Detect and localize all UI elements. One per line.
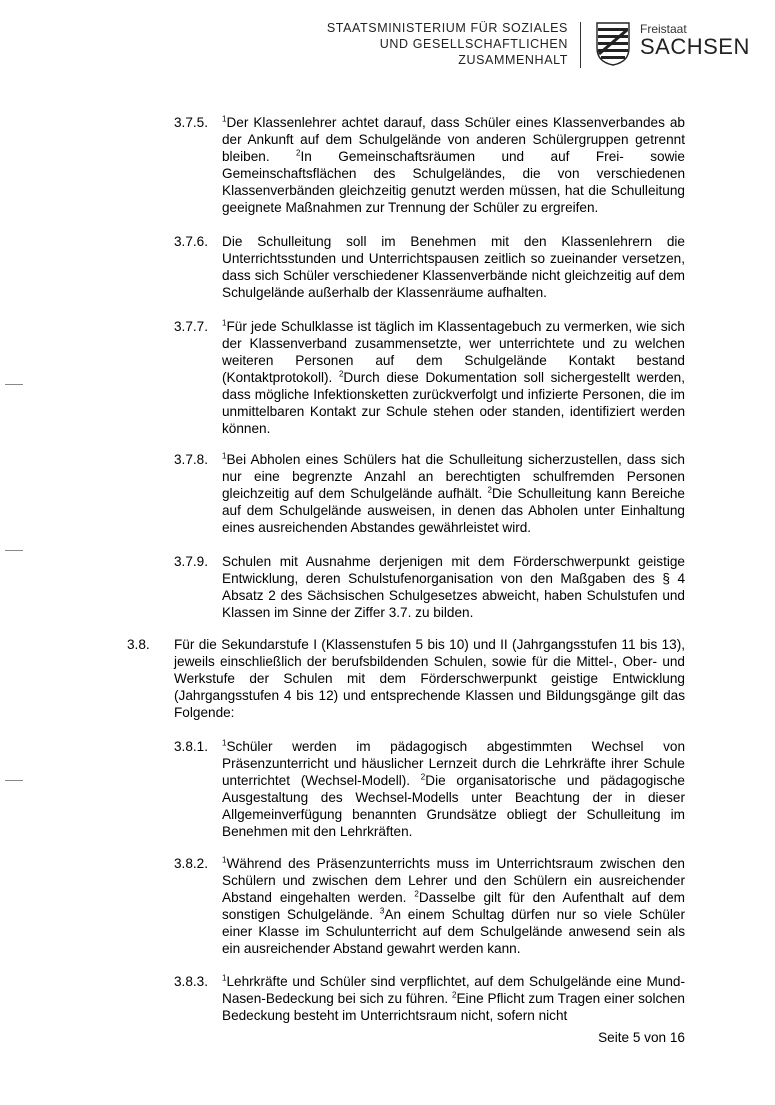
clause-text xyxy=(222,973,685,1024)
fold-mark xyxy=(5,780,23,781)
clause-text xyxy=(222,233,685,301)
sentence-text: Dasselbe gilt für den Aufenthalt auf dem sonstigen Schulgelände. xyxy=(222,890,685,922)
saxony-crest-icon xyxy=(596,22,630,66)
sentence-number: 3 xyxy=(379,906,385,916)
sentence-number: 1 xyxy=(222,451,227,461)
sentence-text: Der Klassenlehrer achtet darauf, dass Schüler eines Klassenverbandes ab der Ankunft auf dem Schulgelände von anderen Schülergruppen getrennt bleiben. xyxy=(222,115,685,164)
sentence-number: 1 xyxy=(222,738,227,748)
sentence-text: Schulen mit Ausnahme derjenigen mit dem Förderschwerpunkt geistige Entwicklung, deren Schulstufenorganisation von den Maßgaben des § 4 Absatz 2 des Sächsischen Schulgesetzes abweicht, haben Schulstufen und Klassen im Sinne der Ziffer 3.7. zu bilden. xyxy=(222,554,685,620)
clause-number: 3.7.9. xyxy=(174,554,209,569)
sachsen-label: SACHSEN xyxy=(640,34,750,59)
sentence-number: 2 xyxy=(296,148,301,158)
sentence-number: 1 xyxy=(222,973,227,983)
clause-number: 3.7.6. xyxy=(174,234,209,249)
clause-text xyxy=(222,553,685,621)
clause-text xyxy=(174,636,685,721)
clause-text xyxy=(222,738,685,840)
sentence-number: 1 xyxy=(222,114,227,124)
sentence-text: An einem Schultag dürfen nur so viele Schüler einer Klasse im Schulunterricht auf dem Schulgelände anwesend sein als ein ausreichender Abstand gewahrt werden kann. xyxy=(222,907,685,956)
sentence-number: 2 xyxy=(414,889,419,899)
clause-number: 3.7.7. xyxy=(174,319,209,334)
clause-text xyxy=(222,855,685,957)
sentence-number: 2 xyxy=(420,772,426,782)
sentence-text: Für die Sekundarstufe I (Klassenstufen 5 bis 10) und II (Jahrgangsstufen 11 bis 13), jeweils einschließlich der berufsbildenden Schulen, sowie für die Mittel-, Ober- und Werkstufe der Schulen mit dem Förderschwerpunkt geistige Entwicklung (Jahrgangsstufen 4 bis 12) und entsprechende Klassen und Bildungsgänge gilt das Folgende: xyxy=(174,637,685,720)
sentence-text: Für jede Schulklasse ist täglich im Klassentagebuch zu vermerken, wie sich der Klassenverband zusammensetzte, wer unterrichtete und zu welchen weiteren Personen auf dem Schulgelände Kontakt bestand (Kontaktprotokoll). xyxy=(222,319,685,385)
sentence-text: Die Schulleitung soll im Benehmen mit den Klassenlehrern die Unterrichtsstunden und Unterrichtspausen zeitlich so zueinander versetzen, dass sich Schüler verschiedener Klassenverbände nicht gleichzeitig auf dem Schulgelände außerhalb der Klassenräume aufhalten. xyxy=(222,234,685,300)
sentence-text: Die organisatorische und pädagogische Ausgestaltung des Wechsel-Modells unter Beachtung der in dieser Allgemeinverfügung benannten Grundsätze obliegt der Schulleitung im Benehmen mit den Lehrkräften. xyxy=(222,773,685,839)
fold-mark xyxy=(5,384,23,385)
sentence-text: Während des Präsenzunterrichts muss im Unterrichtsraum zwischen den Schülern und zwischen dem Lehrer und den Schülern ein ausreichender Abstand eingehalten werden. xyxy=(222,856,685,905)
clause-number: 3.7.8. xyxy=(174,452,209,467)
clause-number: 3.8.2. xyxy=(174,856,209,871)
sentence-text: Die Schulleitung kann Bereiche auf dem Schulgelände ausweisen, in denen das Abholen unter Einhaltung eines ausreichenden Abstandes gewährleistet wird. xyxy=(222,486,685,535)
ministry-line-1: STAATSMINISTERIUM FÜR SOZIALES xyxy=(326,21,568,35)
sentence-number: 1 xyxy=(222,855,227,865)
clause-number: 3.8.3. xyxy=(174,974,209,989)
ministry-line-3: ZUSAMMENHALT xyxy=(458,53,568,67)
sentence-number: 2 xyxy=(452,990,457,1000)
clause-number: 3.8.1. xyxy=(174,739,209,754)
sentence-text: In Gemeinschaftsräumen und auf Frei- sowie Gemeinschaftsflächen des Schulgeländes, die von verschiedenen Klassenverbänden gleichzeitig genutzt werden müssen, hat die Schulleitung geeignete Maßnahmen zur Trennung der Schüler zu ergreifen. xyxy=(222,149,685,215)
clause-number: 3.8. xyxy=(127,637,150,652)
clause-text xyxy=(222,318,685,437)
sentence-text: Bei Abholen eines Schülers hat die Schulleitung sicherzustellen, dass sich nur eine begrenzte Anzahl an berechtigten schulfremden Personen gleichzeitig auf dem Schulgelände aufhält. xyxy=(222,452,685,501)
sentence-text: Durch diese Dokumentation soll sichergestellt werden, dass mögliche Infektionsketten zurückverfolgt und infizierte Personen, die im unmittelbaren Kontakt zur Schule stehen oder standen, identifiziert werden können. xyxy=(222,370,685,436)
ministry-line-2: UND GESELLSCHAFTLICHEN xyxy=(379,37,568,51)
clause-text xyxy=(222,451,685,536)
letterhead xyxy=(326,20,750,72)
sentence-number: 2 xyxy=(338,369,344,379)
ministry-name xyxy=(327,20,568,68)
clause-text xyxy=(222,114,685,216)
sentence-number: 1 xyxy=(222,318,227,328)
page-number: Seite 5 von 16 xyxy=(598,1030,685,1045)
freistaat-label: Freistaat xyxy=(640,22,687,36)
sentence-text: Eine Pflicht zum Tragen einer solchen Bedeckung besteht im Unterrichtsraum nicht, sofern nicht xyxy=(222,991,685,1023)
header-divider xyxy=(580,22,581,68)
sentence-text: Schüler werden im pädagogisch abgestimmten Wechsel von Präsenzunterricht und häuslicher Lernzeit durch die Lehrkräfte ihrer Schule unterrichtet (Wechsel-Modell). xyxy=(222,739,685,788)
sentence-number: 2 xyxy=(487,485,492,495)
clause-number: 3.7.5. xyxy=(174,115,209,130)
sentence-text: Lehrkräfte und Schüler sind verpflichtet, auf dem Schulgelände eine Mund-Nasen-Bedeckung bei sich zu führen. xyxy=(222,974,685,1006)
fold-mark xyxy=(5,550,23,551)
